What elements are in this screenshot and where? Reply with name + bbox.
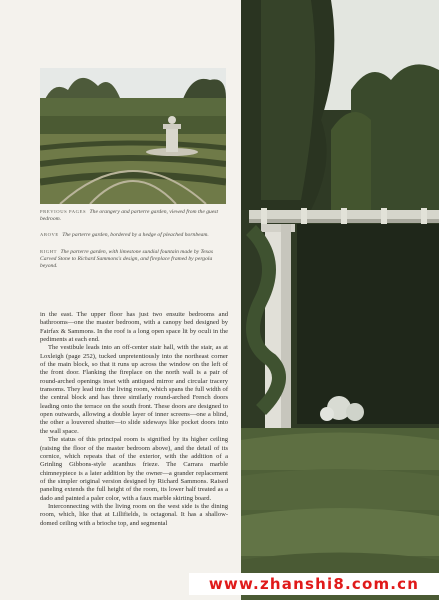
body-paragraph: Interconnecting with the living room on the west side is the dining room, which, like that at Lillifields, is octagonal. It has a shallow-domed ceiling with a brioche top, and segmental [40, 502, 228, 527]
body-paragraph: The vestibule leads into an off-center stair hall, with the stair, as at Loxleigh (page 252), tucked unpretentiously into the northeast corner of the main block, so that it runs up across the window on the left of the front door. Flanking the fireplace on the north wall is a pair of round-arched openings inset with antiqued mirror and circular tracery transoms. They lead into the living room, which spans the full width of the central block and has three similarly round-arched French doors leading onto the terrace on the south front. These doors are designed to open outwards, allowing a double layer of inner screens—one a blind, the other a louvered shutter—to slide sideways like pocket doors into the wall space. [40, 344, 228, 435]
caption-right [40, 248, 226, 271]
caption-lead: ABOVE [40, 232, 59, 237]
caption-lead: RIGHT [40, 249, 58, 254]
parterre-garden-photo [40, 68, 226, 204]
caption-previous-pages [40, 208, 226, 223]
body-paragraph: The status of this principal room is signified by its higher ceiling (raising the floor of the master bedroom above), and the detail of its cornice, which repeats that of the exterior, with the addition of a Grinling Gibbons-style acanthus frieze. The Carrara marble chimneypiece is a later addition by the owner—a grander replacement of the simpler original version designed by Richard Sammons. Raised paneling extends the full height of the room, its lower half treated as a dado and painted a paler color, with a faux marble skirting board. [40, 436, 228, 502]
caption-text: The parterre garden, with limestone sundial fountain made by Texas Carved Stone to Richard Sammons's design, and fireplace framed by pergola beyond. [40, 249, 214, 270]
body-text [40, 311, 228, 528]
watermark: www.zhanshi8.com.cn [189, 573, 439, 595]
body-paragraph: in the east. The upper floor has just two ensuite bedrooms and bathrooms—one the master bedroom, with a canopy bed designed by Fairfax & Sammons. In the roof is a long open space lit by oculi in the pediments at each end. [40, 311, 228, 344]
caption-lead: PREVIOUS PAGES [40, 209, 87, 214]
caption-text: The orangery and parterre garden, viewed from the guest bedroom. [40, 209, 219, 223]
caption-above [40, 231, 226, 239]
pergola-garden-photo [241, 0, 439, 600]
caption-text: The parterre garden, bordered by a hedge of pleached hornbeam. [62, 232, 209, 238]
